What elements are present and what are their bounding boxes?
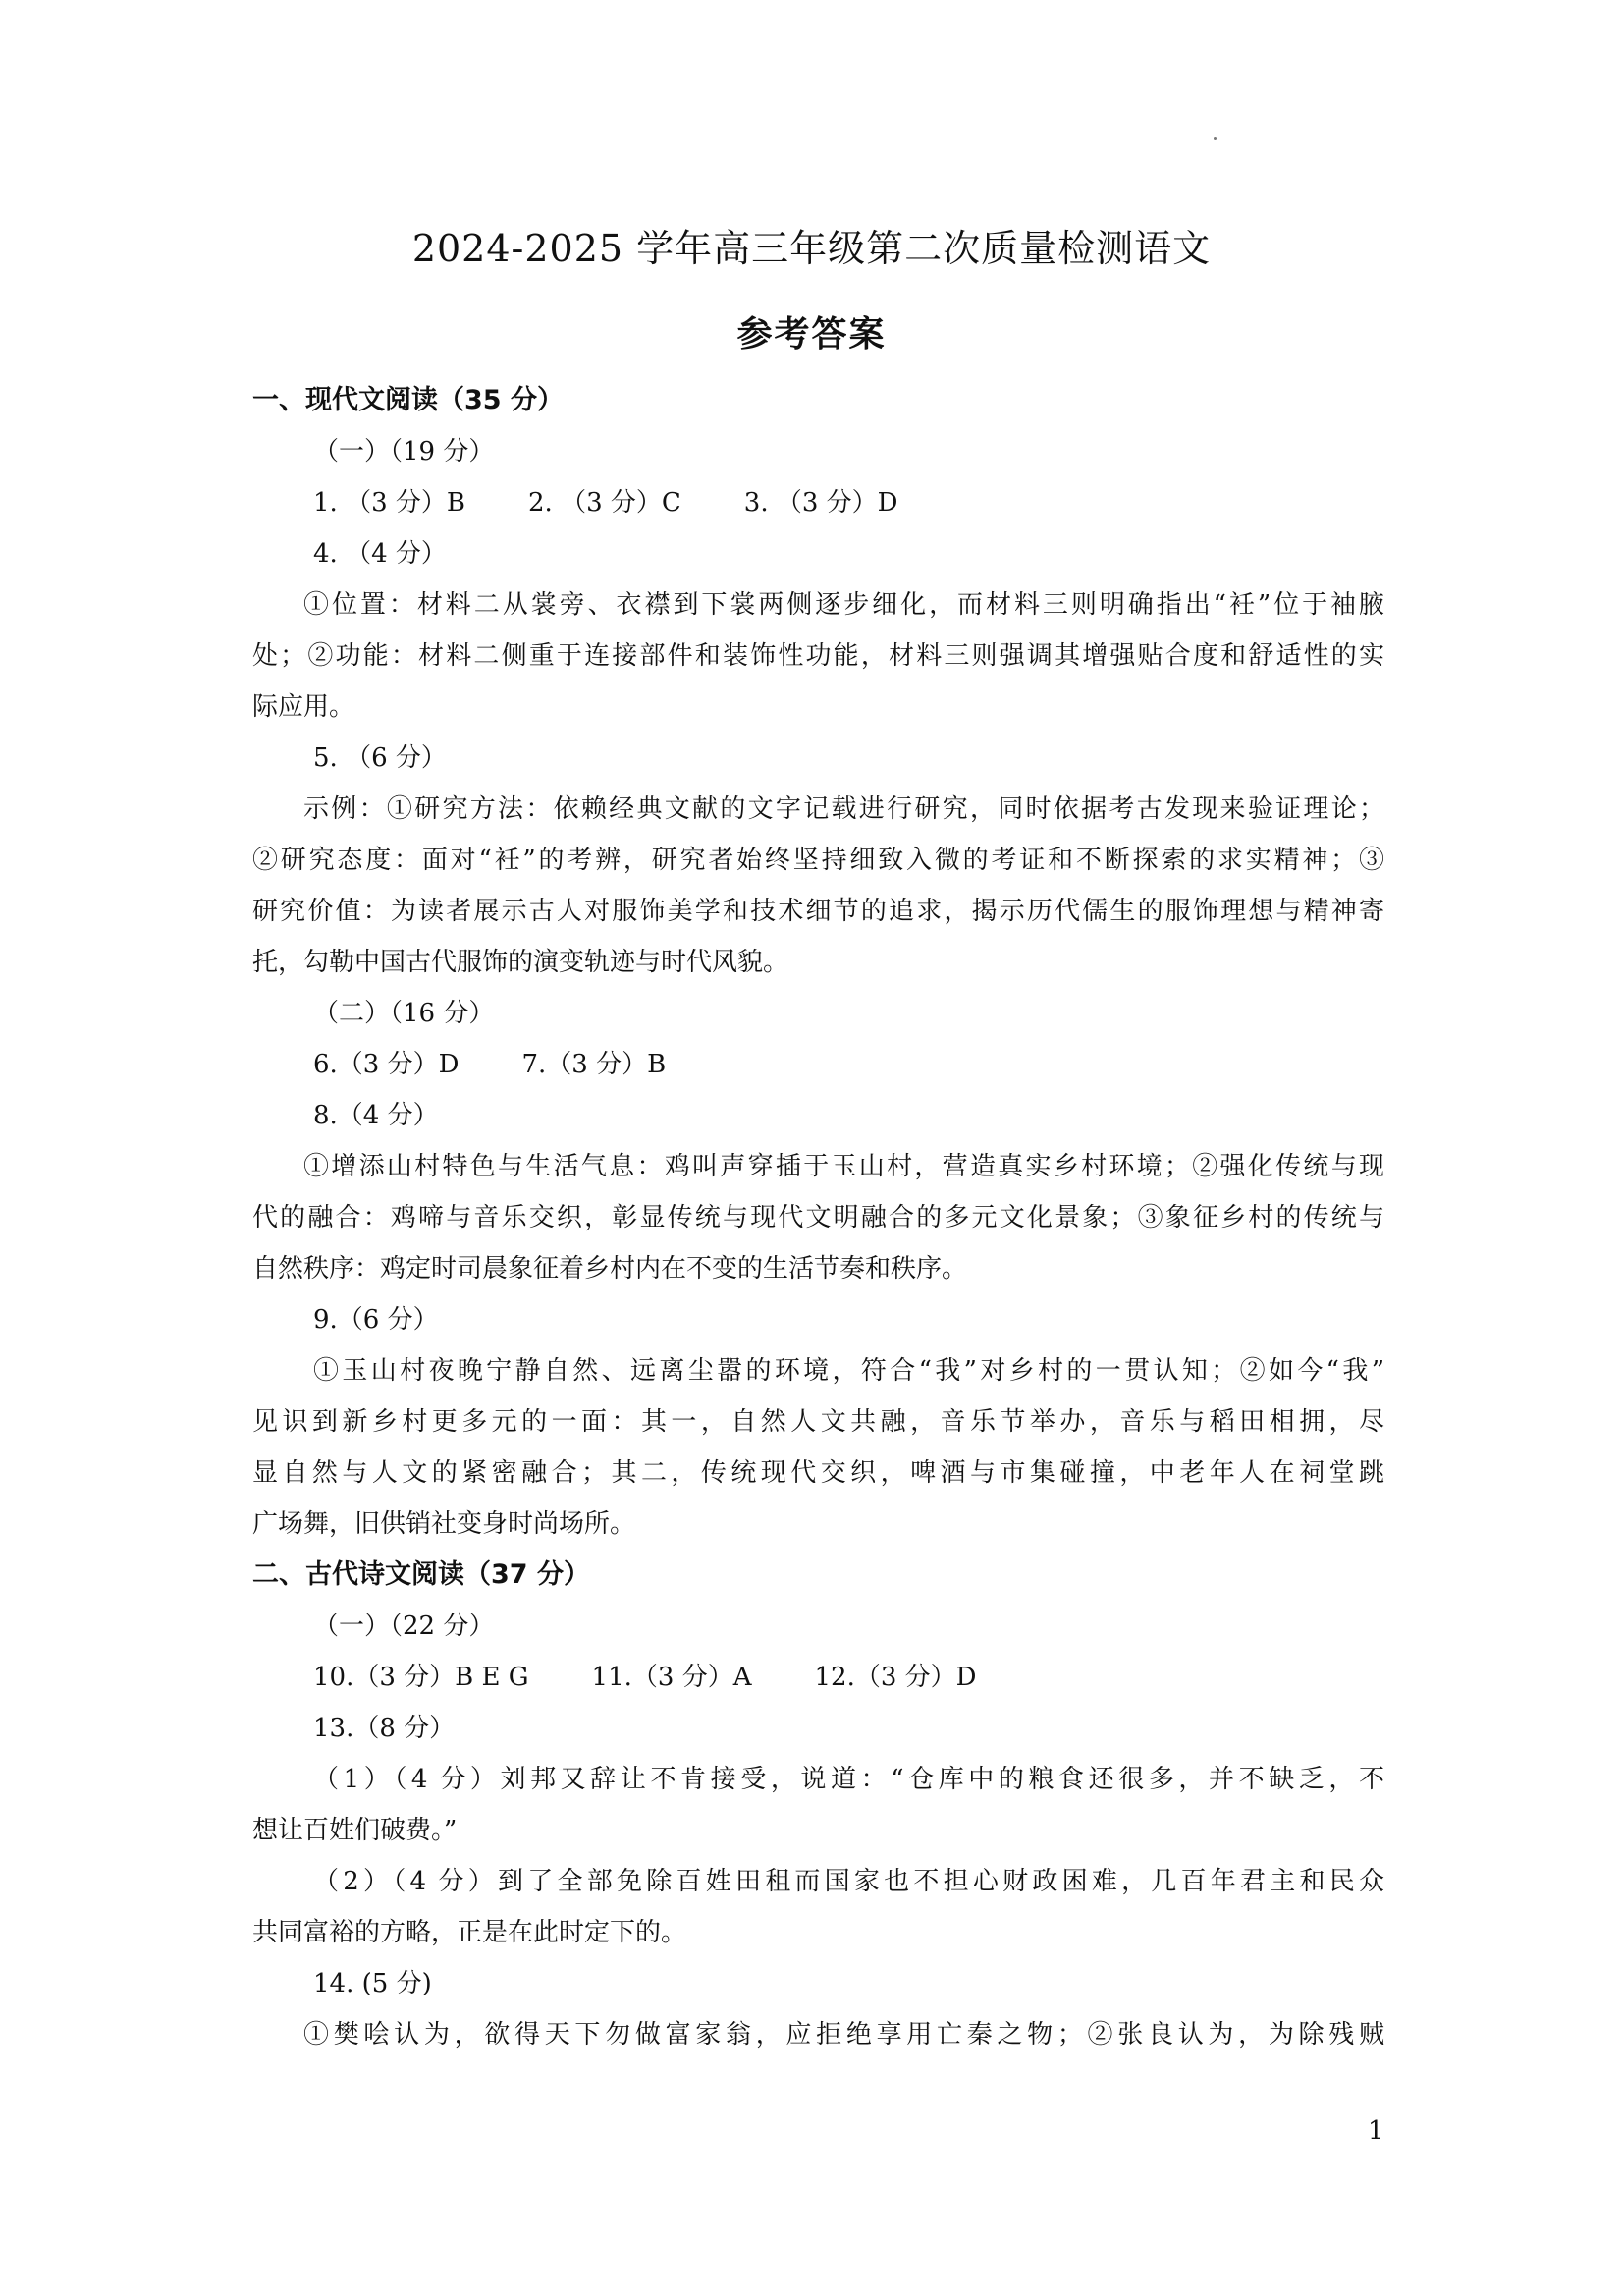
page-number: 1 bbox=[1368, 2116, 1384, 2146]
answer-row-1-3 bbox=[252, 477, 1384, 528]
question-label-q9: 9.（6 分） bbox=[313, 1305, 439, 1335]
answer-line: 处；②功能：材料二侧重于连接部件和装饰性功能，材料三则强调其增强贴合度和舒适性的实 bbox=[252, 641, 1384, 671]
answer-line: ①位置：材料二从裳旁、衣襟到下裳两侧逐步细化，而材料三则明确指出“衽”位于袖腋 bbox=[303, 590, 1384, 620]
answer-line: ①樊哙认为，欲得天下勿做富家翁，应拒绝享用亡秦之物；②张良认为，为除残贼 bbox=[303, 2020, 1384, 2050]
answer-line: 显自然与人文的紧密融合；其二，传统现代交织，啤酒与市集碰撞，中老年人在祠堂跳 bbox=[252, 1458, 1384, 1488]
answer-q10: 10.（3 分）B E G bbox=[313, 1663, 529, 1692]
answer-line: 见识到新乡村更多元的一面：其一，自然人文共融，音乐节举办，音乐与稻田相拥，尽 bbox=[252, 1407, 1384, 1437]
document-title: 2024-2025 学年高三年级第二次质量检测语文 bbox=[411, 227, 1212, 270]
answer-content bbox=[252, 375, 1384, 2060]
scan-dot bbox=[1214, 137, 1217, 140]
section-heading-modern-reading: 一、现代文阅读（35 分） bbox=[252, 385, 564, 415]
answer-line: 广场舞，旧供销社变身时尚场所。 bbox=[252, 1509, 636, 1539]
part-label: （一）（22 分） bbox=[313, 1612, 495, 1641]
answer-line: （2）（4 分）到了全部免除百姓田租而国家也不担心财政困难，几百年君主和民众 bbox=[313, 1867, 1384, 1896]
answer-line: 代的融合：鸡啼与音乐交织，彰显传统与现代文明融合的多元文化景象；③象征乡村的传统与 bbox=[252, 1203, 1384, 1232]
answer-q6: 6.（3 分）D bbox=[313, 1050, 460, 1079]
answer-line: ②研究态度：面对“衽”的考辨，研究者始终坚持细致入微的考证和不断探索的求实精神；③ bbox=[252, 846, 1384, 875]
answer-row-6-7 bbox=[252, 1039, 1384, 1090]
answer-q11: 11.（3 分）A bbox=[591, 1663, 752, 1692]
answer-q12: 12.（3 分）D bbox=[814, 1663, 977, 1692]
answer-line: ①增添山村特色与生活气息：鸡叫声穿插于玉山村，营造真实乡村环境；②强化传统与现 bbox=[303, 1152, 1384, 1181]
answer-row-10-12 bbox=[252, 1652, 1384, 1703]
question-label-q13: 13.（8 分） bbox=[313, 1714, 456, 1743]
question-label-q4: 4. （4 分） bbox=[313, 539, 447, 569]
part-label: （一）（19 分） bbox=[313, 437, 495, 466]
answer-line: ①玉山村夜晚宁静自然、远离尘嚣的环境，符合“我”对乡村的一贯认知；②如今“我” bbox=[313, 1356, 1384, 1386]
answer-line: 想让百姓们破费。” bbox=[252, 1816, 458, 1845]
section-heading-classical-reading: 二、古代诗文阅读（37 分） bbox=[252, 1559, 590, 1590]
answer-line: 示例：①研究方法：依赖经典文献的文字记载进行研究，同时依据考古发现来验证理论； bbox=[303, 794, 1384, 824]
answer-line: 际应用。 bbox=[252, 692, 355, 722]
question-label-q5: 5. （6 分） bbox=[313, 743, 447, 773]
answer-line: 自然秩序：鸡定时司晨象征着乡村内在不变的生活节奏和秩序。 bbox=[252, 1254, 968, 1284]
answer-line: 研究价值：为读者展示古人对服饰美学和技术细节的追求，揭示历代儒生的服饰理想与精神寄 bbox=[252, 897, 1384, 926]
question-label-q8: 8.（4 分） bbox=[313, 1101, 439, 1130]
answer-q7: 7.（3 分）B bbox=[521, 1050, 667, 1079]
answer-line: 托，勾勒中国古代服饰的演变轨迹与时代风貌。 bbox=[252, 948, 789, 977]
part-label: （二）（16 分） bbox=[313, 999, 495, 1028]
answer-line: （1）（4 分）刘邦又辞让不肯接受，说道：“仓库中的粮食还很多，并不缺乏，不 bbox=[313, 1765, 1384, 1794]
answer-q1: 1. （3 分）B bbox=[313, 488, 465, 518]
answer-q3: 3. （3 分）D bbox=[743, 488, 898, 518]
answer-line: 共同富裕的方略，正是在此时定下的。 bbox=[252, 1918, 687, 1947]
question-label-q14: 14. (5 分) bbox=[313, 1969, 432, 1998]
answer-q2: 2. （3 分）C bbox=[528, 488, 681, 518]
document-subtitle: 参考答案 bbox=[736, 314, 887, 355]
